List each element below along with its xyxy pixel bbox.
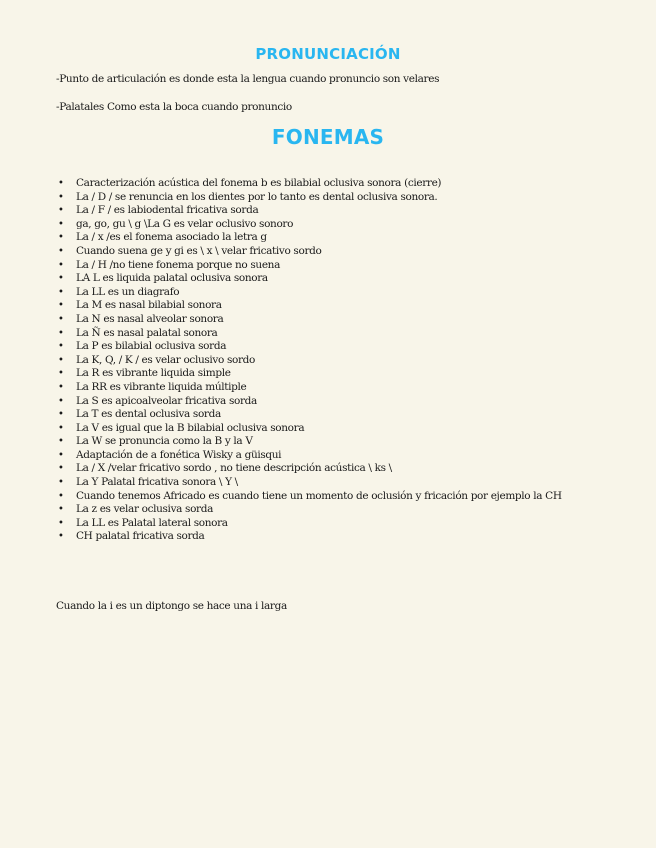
list-item-text: La Ñ es nasal palatal sonora — [76, 326, 218, 339]
list-item-text: La P es bilabial oclusiva sorda — [76, 340, 227, 353]
list-item-text: CH palatal fricativa sorda — [76, 530, 205, 543]
bullet-icon: • — [58, 259, 64, 271]
list-item — [58, 367, 646, 381]
bullet-icon: • — [58, 286, 64, 298]
list-item-text: La RR es vibrante liquida múltiple — [76, 380, 247, 393]
list-item — [58, 530, 646, 544]
list-item-text: Cuando tenemos Africado es cuando tiene un momento de oclusión y fricación por ejemplo la CH — [76, 489, 562, 502]
list-item — [58, 244, 646, 259]
list-item — [58, 421, 646, 436]
list-item — [58, 516, 646, 531]
bullet-icon: • — [58, 218, 64, 230]
list-item — [58, 190, 646, 205]
list-item-text: Cuando suena ge y gi es \ x \ velar fricativo sordo — [76, 244, 322, 257]
paragraph-punto-articulacion: -Punto de articulación es donde esta la lengua cuando pronuncio son velares — [56, 73, 440, 85]
bullet-icon: • — [58, 504, 64, 516]
bullet-icon: • — [58, 354, 64, 366]
bullet-icon: • — [58, 273, 64, 285]
list-item-text: Adaptación de a fonética Wisky a güisqui — [76, 448, 282, 461]
bullet-icon: • — [58, 409, 64, 421]
list-item-text: La z es velar oclusiva sorda — [76, 503, 214, 516]
list-item — [58, 340, 646, 354]
bullet-icon: • — [58, 477, 64, 489]
bullet-icon: • — [58, 517, 64, 529]
bullet-icon: • — [58, 368, 64, 380]
bullet-icon: • — [58, 327, 64, 339]
bullet-icon: • — [58, 205, 64, 217]
list-item — [58, 177, 646, 191]
heading-pronunciacion: PRONUNCIACIÓN — [255, 45, 401, 63]
bullet-icon: • — [58, 531, 64, 543]
list-item-text: La / x /es el fonema asociado la letra g — [76, 231, 267, 244]
list-item-text: La K, Q, / K / es velar oclusivo sordo — [76, 353, 255, 366]
list-item — [58, 258, 646, 273]
list-item-text: LA L es liquida palatal oclusiva sonora — [76, 272, 268, 285]
list-item-text: La LL es un diagrafo — [76, 285, 180, 298]
list-item — [58, 448, 646, 463]
list-item — [58, 299, 646, 313]
bullet-icon: • — [58, 449, 64, 461]
fonemas-list — [58, 177, 646, 544]
bullet-icon: • — [58, 313, 64, 325]
bullet-icon: • — [58, 341, 64, 353]
list-item-text: La Y Palatal fricativa sonora \ Y \ — [76, 476, 238, 489]
bullet-icon: • — [58, 178, 64, 189]
list-item-text: La / H /no tiene fonema porque no suena — [76, 258, 280, 271]
heading-fonemas: FONEMAS — [271, 125, 385, 149]
bullet-icon: • — [58, 191, 64, 203]
paragraph-diptongo: Cuando la i es un diptongo se hace una i larga — [56, 600, 287, 612]
list-item — [58, 217, 646, 232]
list-item-text: La T es dental oclusiva sorda — [76, 408, 221, 421]
list-item — [58, 476, 646, 490]
list-item — [58, 285, 646, 300]
bullet-icon: • — [58, 422, 64, 434]
list-item-text: Caracterización acústica del fonema b es bilabial oclusiva sonora (cierre) — [76, 177, 442, 189]
list-item — [58, 394, 646, 409]
bullet-icon: • — [58, 463, 64, 475]
list-item — [58, 503, 646, 517]
list-item — [58, 408, 646, 422]
list-item-text: La / D / se renuncia en los dientes por lo tanto es dental oclusiva sonora. — [76, 190, 438, 203]
paragraph-palatales: -Palatales Como esta la boca cuando pronuncio — [56, 101, 292, 113]
list-item — [58, 380, 646, 395]
list-item-text: La W se pronuncia como la B y la V — [76, 435, 253, 448]
list-item-text: La N es nasal alveolar sonora — [76, 312, 224, 325]
list-item-text: La R es vibrante liquida simple — [76, 367, 231, 380]
bullet-icon: • — [58, 381, 64, 393]
list-item — [58, 231, 646, 245]
bullet-icon: • — [58, 436, 64, 448]
bullet-icon: • — [58, 490, 64, 502]
bullet-icon: • — [58, 232, 64, 244]
list-item — [58, 272, 646, 286]
list-item — [58, 326, 646, 341]
list-item-text: La S es apicoalveolar fricativa sorda — [76, 394, 257, 407]
list-item-text: La LL es Palatal lateral sonora — [76, 516, 228, 529]
list-item — [58, 462, 646, 476]
bullet-icon: • — [58, 300, 64, 312]
list-item — [58, 353, 646, 368]
list-item — [58, 312, 646, 327]
list-item-text: La V es igual que la B bilabial oclusiva sonora — [76, 421, 305, 434]
list-item-text: ga, go, gu \ g \La G es velar oclusivo sonoro — [76, 217, 294, 230]
bullet-icon: • — [58, 245, 64, 257]
list-item — [58, 204, 646, 218]
list-item-text: La / X /velar fricativo sordo , no tiene descripción acústica \ ks \ — [76, 462, 392, 475]
bullet-icon: • — [58, 395, 64, 407]
list-item-text: La / F / es labiodental fricativa sorda — [76, 204, 259, 217]
list-item — [58, 489, 646, 504]
list-item — [58, 435, 646, 449]
list-item-text: La M es nasal bilabial sonora — [76, 299, 222, 312]
